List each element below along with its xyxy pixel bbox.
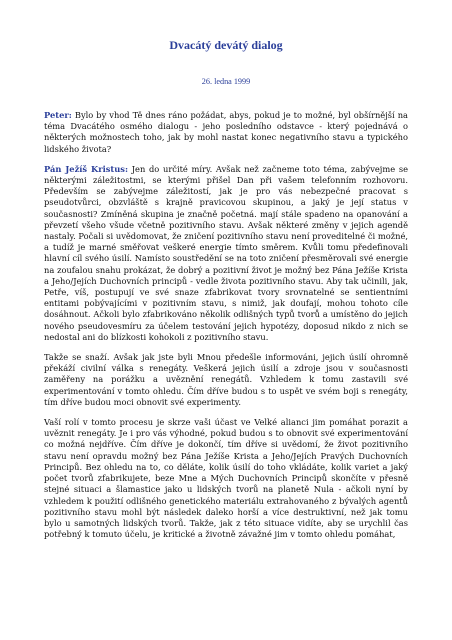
paragraph-jesus — [44, 164, 408, 343]
speaker-label: Pán Ježíš Kristus: — [44, 163, 129, 174]
document-date: 26. ledna 1999 — [201, 77, 251, 86]
paragraph-4 — [44, 417, 408, 540]
paragraph-text: Jen do určité míry. Avšak než začneme toto téma, zabývejme se některými záležitostmi, se kterými přišel Dan při vašem telefonním rozhovoru. Především se zabývejme záležitostí, jak je pro vás nebezpečné pracovat s pseudotvůrci, obzvláště s krajně pravicovou skupinou, a jaký je její status v současnosti? Zmíněná skupina je značně početná. mají stále spadeno na opanování a převzetí všeho všude včetně pozitivního stavu. Avšak některé změny v jejich agendě nastaly. Počali si uvědomovat, že zničení pozitivního stavu není proveditelné či možné, a tudíž je marné směřovat veškeré energie tímto směrem. Kvůli tomu předefinovali hlavní cíl svého úsilí. Namísto soustředění se na toto zničení přesměrovali své energie na zoufalou snahu prokázat, že dobrý a pozitivní život je možný bez Pána Ježíše Krista a Jeho/Jejích Duchovních principů - vedle života pozitivního stavu. Aby tak učinili, jak, Petře, víš, postupují ve své snaze zfabrikovat tvory srovnatelné se sentientními entitami pobývajícími v pozitivním stavu, s nimiž, jak doufají, mohou tohoto cíle dosáhnout. Ačkoli bylo zfabrikováno několik odlišných typů tvorů a umístěno do jejich nového pseudovesmíru za účelem testování jejich hypotézy, doposud nikdo z nich se nedostal ani do blízkosti kohokoli z pozitivního stavu. — [44, 163, 408, 342]
paragraph-text: Vaší rolí v tomto procesu je skrze vaši účast ve Velké alianci jim pomáhat porazit a uvěznit renegáty. Je i pro vás výhodné, pokud budou s to obnovit své experimentování co možná nejdříve. Čím dříve je dokončí, tím dříve si uvědomí, že život pozitivního stavu není opravdu možný bez Pána Ježíše Krista a Jeho/Jejích Pravých Duchovních Principů. Bez ohledu na to, co děláte, kolik úsilí do toho vkládáte, kolik variet a jaký počet tvorů zfabrikujete, beze Mne a Mých Duchovních Principů skončíte v přesně stejné situaci a šlamastice jako u lidských tvorů na planetě Nula - ačkoli nyní by vzhledem k použití odlišného genetického materiálu extrahovaného z bývalých agentů pozitivního stavu mohl být následek daleko horší a více destruktivní, než jak tomu bylo u samotných lidských tvorů. Takže, jak z této situace vidíte, aby se urychlil čas potřebný k tomuto účelu, je kritické a životně závažné jim v tomto ohledu pomáhat, — [44, 417, 408, 540]
document-title: Dvacátý devátý dialog — [169, 38, 283, 52]
paragraph-text: Bylo by vhod Tě dnes ráno požádat, abys, pokud je to možné, byl obšírnější na téma Dvacátého osmého dialogu - jeho posledního odstavce - který pojednává o některých možnostech toho, jak by mohl nastat konec negativního stavu a typického lidského života? — [44, 110, 408, 154]
paragraph-text: Takže se snaží. Avšak jak jste byli Mnou předešle informováni, jejich úsilí ohromně překáží civilní válka s renegáty. Veškerá jejich úsilí a zdroje jsou v současnosti zaměřeny na porážku a uvěznění renegátů. Vzhledem k tomu zastavili své experimentování v tomto ohledu. Čím dříve budou s to uspět ve svém boji s renegáty, tím dříve budou moci obnovit své experimenty. — [44, 352, 408, 407]
paragraph-peter — [44, 110, 408, 155]
paragraph-3 — [44, 352, 408, 408]
speaker-label: Peter: — [44, 110, 72, 120]
